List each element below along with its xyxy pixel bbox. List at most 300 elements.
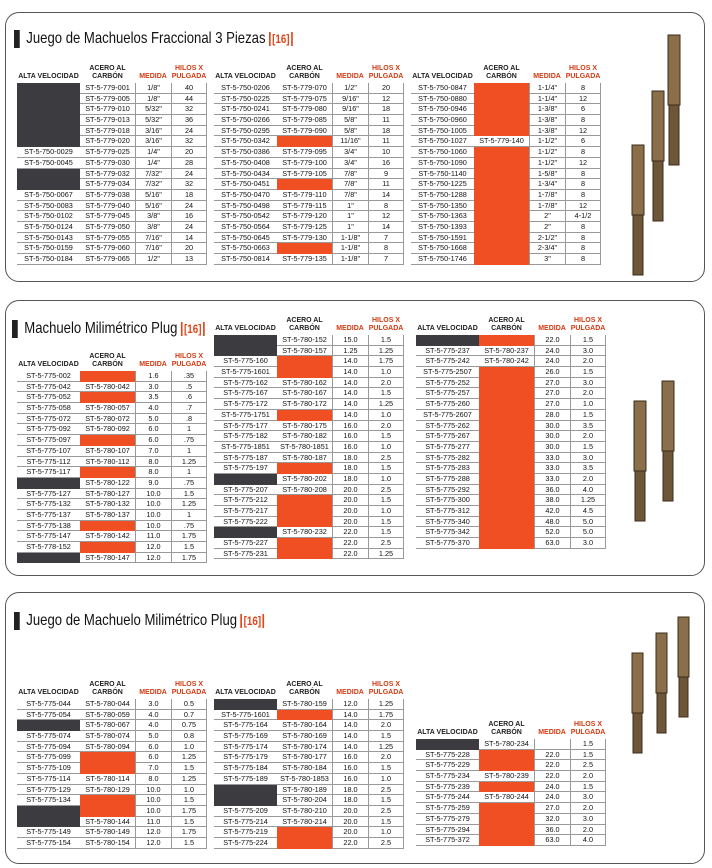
- table-cell: ST-5-750-0102: [17, 211, 80, 222]
- table-body: [214, 699, 404, 849]
- table-cell: ST-5-779-100: [277, 158, 332, 169]
- table-cell: ST-5-779-090: [277, 126, 332, 137]
- table-cell: [17, 126, 80, 137]
- table-cell: 10.0: [135, 489, 171, 500]
- table-cell: ST-5-775-267: [416, 431, 479, 442]
- table-cell: ST-5-779-010: [80, 104, 135, 115]
- table-cell: 9/16": [332, 104, 368, 115]
- table-cell: ST-5-780-074: [80, 731, 135, 742]
- alta-velocidad-col: [214, 83, 277, 265]
- header-alta: ALTA VELOCIDAD: [417, 325, 478, 332]
- table-cell: [479, 517, 534, 528]
- table-cell: ST-5-780-1853: [277, 774, 332, 785]
- table-cell: ST-5-750-0124: [17, 222, 80, 233]
- table-cell: [474, 222, 529, 233]
- table-cell: 3/16": [135, 136, 171, 147]
- table-cell: 1-3/8": [529, 126, 565, 137]
- table-cell: [474, 104, 529, 115]
- table-cell: ST-5-775-042: [17, 382, 80, 393]
- table-cell: .75: [171, 478, 207, 489]
- table-cell: ST-5-780-244: [479, 792, 534, 803]
- table-cell: ST-5-779-125: [277, 222, 332, 233]
- table-cell: 20.0: [332, 817, 368, 828]
- title-bar: [14, 612, 20, 630]
- table-cell: 10.0: [135, 510, 171, 521]
- table-cell: 7: [368, 233, 404, 244]
- table-cell: 6.0: [135, 424, 171, 435]
- table-cell: [474, 83, 529, 94]
- table-cell: 2.5: [368, 806, 404, 817]
- table-cell: 9: [368, 169, 404, 180]
- table-cell: [479, 538, 534, 549]
- table-cell: 10.0: [135, 795, 171, 806]
- table-cell: 8: [565, 222, 601, 233]
- table-cell: [479, 442, 534, 453]
- table-cell: 3.5: [570, 463, 606, 474]
- table-cell: 3.0: [570, 792, 606, 803]
- table-cell: [17, 115, 80, 126]
- table-cell: 1.0: [368, 506, 404, 517]
- hilos-col: [570, 739, 606, 846]
- table-cell: 11: [368, 115, 404, 126]
- table-cell: 5/32": [135, 115, 171, 126]
- table-cell: 1.5: [570, 367, 606, 378]
- table-cell: ST-5-750-0045: [17, 158, 80, 169]
- table-cell: ST-5-779-070: [277, 83, 332, 94]
- table-cell: ST-5-775-058: [17, 403, 80, 414]
- table-cell: 22.0: [332, 838, 368, 849]
- table-cell: 14.0: [332, 367, 368, 378]
- table-cell: 0.75: [171, 720, 207, 731]
- table-cell: 33.0: [534, 463, 570, 474]
- table-cell: 3.0: [570, 346, 606, 357]
- table-cell: ST-5-750-0847: [411, 83, 474, 94]
- table-cell: ST-5-779-025: [80, 147, 135, 158]
- table-cell: 24: [171, 169, 207, 180]
- table-cell: 3.0: [135, 382, 171, 393]
- table-cell: 15.0: [332, 335, 368, 346]
- table-cell: [474, 158, 529, 169]
- table-cell: ST-5-750-0498: [214, 201, 277, 212]
- table-cell: ST-5-775-219: [214, 827, 277, 838]
- table-cell: 0.5: [171, 699, 207, 710]
- table-cell: ST-5-780-208: [277, 485, 332, 496]
- table-cell: 10.0: [135, 521, 171, 532]
- table-cell: [479, 495, 534, 506]
- table-cell: 1": [332, 211, 368, 222]
- table-cell: [277, 410, 332, 421]
- tap-tools-image: [626, 361, 705, 531]
- table-cell: ST-5-775-002: [17, 371, 80, 382]
- table-cell: [17, 720, 80, 731]
- table-cell: 1.0: [368, 774, 404, 785]
- table-cell: 12.0: [332, 699, 368, 710]
- table-cell: ST-5-775-257: [416, 388, 479, 399]
- table-cell: 18.0: [332, 785, 368, 796]
- table-cell: 63.0: [534, 538, 570, 549]
- table-cell: ST-5-775-174: [214, 742, 277, 753]
- table-cell: ST-5-779-085: [277, 115, 332, 126]
- table-cell: [17, 553, 80, 564]
- table-cell: 18: [368, 126, 404, 137]
- table-header: [411, 53, 601, 83]
- table-cell: [17, 817, 80, 828]
- table-cell: 3/4": [332, 147, 368, 158]
- table-cell: 1.25: [332, 346, 368, 357]
- table-cell: 1.5: [368, 388, 404, 399]
- table-body: [411, 83, 601, 265]
- table-cell: ST-5-780-187: [277, 453, 332, 464]
- section-milimetrico-plug: [5, 300, 705, 576]
- page-badge: [16]: [240, 614, 264, 628]
- table-cell: [479, 431, 534, 442]
- table-cell: [479, 474, 534, 485]
- acero-carbon-col: [80, 699, 135, 849]
- table-cell: ST-5-750-0386: [214, 147, 277, 158]
- table-cell: 3/4": [332, 158, 368, 169]
- table-cell: ST-5-775-072: [17, 414, 80, 425]
- table-cell: 10.0: [135, 806, 171, 817]
- table-cell: 5/32": [135, 104, 171, 115]
- acero-carbon-col: [474, 83, 529, 265]
- table-cell: 3.0: [570, 453, 606, 464]
- table-cell: ST-5-775-262: [416, 421, 479, 432]
- table-cell: 1.25: [368, 549, 404, 560]
- header-hilos: HILOS X PULGADA: [171, 681, 207, 696]
- table-cell: ST-5-779-120: [277, 211, 332, 222]
- table-cell: [214, 346, 277, 357]
- table-cell: 14.0: [332, 710, 368, 721]
- table-group: [17, 669, 207, 849]
- table-cell: [479, 782, 534, 793]
- table-cell: ST-5-780-162: [277, 378, 332, 389]
- table-cell: ST-5-780-152: [277, 335, 332, 346]
- table-cell: 2.0: [570, 803, 606, 814]
- table-cell: 1-1/8": [332, 243, 368, 254]
- table-cell: ST-5-750-1140: [411, 169, 474, 180]
- table-cell: 1.5: [171, 817, 207, 828]
- tap-tools-image: [628, 603, 698, 763]
- table-cell: 2.5: [368, 538, 404, 549]
- table-cell: 4-1/2: [565, 211, 601, 222]
- title-bar: [12, 320, 18, 338]
- table-cell: ST-5-779-045: [80, 211, 135, 222]
- table-cell: ST-5-775-179: [214, 752, 277, 763]
- table-cell: 3.5: [570, 421, 606, 432]
- table-cell: ST-5-779-105: [277, 169, 332, 180]
- table-cell: 20.0: [332, 506, 368, 517]
- table-cell: [479, 410, 534, 421]
- table-cell: ST-5-775-129: [17, 785, 80, 796]
- table-cell: ST-5-779-005: [80, 94, 135, 105]
- header-hilos: HILOS X PULGADA: [171, 65, 207, 80]
- table-cell: 4.0: [135, 720, 171, 731]
- table-cell: ST-5-775-242: [416, 356, 479, 367]
- table-cell: [80, 467, 135, 478]
- table-cell: ST-5-775-154: [17, 838, 80, 849]
- table-cell: ST-5-780-1851: [277, 442, 332, 453]
- table-cell: ST-5-779-135: [277, 254, 332, 265]
- table-cell: ST-5-750-1225: [411, 179, 474, 190]
- table-cell: 63.0: [534, 835, 570, 846]
- header-acero: ACERO AL CARBÓN: [89, 65, 126, 80]
- table-cell: [80, 752, 135, 763]
- hilos-col: [368, 699, 404, 849]
- table-cell: 14.0: [332, 742, 368, 753]
- hilos-col: [565, 83, 601, 265]
- table-cell: 1.0: [171, 785, 207, 796]
- table-cell: 1.0: [171, 742, 207, 753]
- table-cell: 1/2": [135, 254, 171, 265]
- table-cell: ST-5-780-094: [80, 742, 135, 753]
- table-cell: 8: [565, 169, 601, 180]
- table-cell: [214, 335, 277, 346]
- page-badge: [16]: [181, 322, 205, 336]
- table-cell: ST-5-775-231: [214, 549, 277, 560]
- table-cell: ST-5-780-167: [277, 388, 332, 399]
- table-cell: [479, 378, 534, 389]
- table-cell: 6.0: [135, 742, 171, 753]
- table-cell: 4.5: [570, 506, 606, 517]
- header-hilos: HILOS X PULGADA: [368, 65, 404, 80]
- table-cell: [277, 517, 332, 528]
- table-cell: 16.0: [332, 431, 368, 442]
- table-group: [416, 709, 606, 846]
- table-cell: 24.0: [534, 782, 570, 793]
- table-cell: ST-5-779-140: [474, 136, 529, 147]
- table-cell: ST-5-775-044: [17, 699, 80, 710]
- table-cell: ST-5-780-202: [277, 474, 332, 485]
- table-cell: 4.0: [570, 835, 606, 846]
- table-cell: [474, 94, 529, 105]
- table-cell: 1-1/2": [529, 147, 565, 158]
- table-cell: 1.5: [570, 442, 606, 453]
- table-cell: 30.0: [534, 431, 570, 442]
- table-cell: 33.0: [534, 474, 570, 485]
- table-cell: 8: [565, 254, 601, 265]
- table-cell: ST-5-750-0295: [214, 126, 277, 137]
- table-cell: [474, 233, 529, 244]
- header-alta: ALTA VELOCIDAD: [18, 361, 79, 368]
- table-cell: 2.5: [368, 785, 404, 796]
- acero-carbon-col: [80, 83, 135, 265]
- table-cell: 22.0: [332, 549, 368, 560]
- table-cell: 18.0: [332, 474, 368, 485]
- table-cell: 12: [368, 94, 404, 105]
- table-cell: 14: [171, 233, 207, 244]
- table-cell: 1.5: [368, 817, 404, 828]
- table-cell: 1.75: [171, 827, 207, 838]
- table-cell: [474, 115, 529, 126]
- table-cell: ST-5-775-109: [17, 763, 80, 774]
- table-cell: 3.5: [135, 392, 171, 403]
- table-cell: [474, 147, 529, 158]
- table-cell: .5: [171, 382, 207, 393]
- table-cell: 52.0: [534, 527, 570, 538]
- table-cell: 16: [171, 211, 207, 222]
- table-cell: 1-1/2": [529, 136, 565, 147]
- table-cell: 16: [368, 158, 404, 169]
- table-cell: 18.0: [332, 453, 368, 464]
- table-cell: ST-5-780-112: [80, 457, 135, 468]
- table-cell: 20.0: [332, 827, 368, 838]
- table-cell: 7.0: [135, 763, 171, 774]
- table-cell: 1.5: [570, 750, 606, 761]
- section-title: [14, 27, 293, 51]
- table-group: [416, 305, 606, 549]
- table-cell: [474, 126, 529, 137]
- header-alta: ALTA VELOCIDAD: [18, 689, 79, 696]
- medida-col: [135, 371, 171, 563]
- table-cell: ST-5-750-0564: [214, 222, 277, 233]
- medida-col: [529, 83, 565, 265]
- table-cell: ST-5-750-0645: [214, 233, 277, 244]
- table-cell: ST-5-775-127: [17, 489, 80, 500]
- table-cell: ST-5-750-0408: [214, 158, 277, 169]
- table-cell: .75: [171, 435, 207, 446]
- table-body: [214, 83, 404, 265]
- table-cell: 1/8": [135, 83, 171, 94]
- table-body: [214, 335, 404, 559]
- table-cell: 1.5: [368, 731, 404, 742]
- table-header: [416, 709, 606, 739]
- table-cell: ST-5-750-0083: [17, 201, 80, 212]
- medida-col: [135, 699, 171, 849]
- table-group: [214, 53, 404, 265]
- table-cell: 16.0: [332, 774, 368, 785]
- table-cell: 1.5: [570, 335, 606, 346]
- table-cell: 2.0: [570, 431, 606, 442]
- table-cell: 1-5/8": [529, 169, 565, 180]
- table-cell: ST-5-750-0184: [17, 254, 80, 265]
- table-cell: ST-5-775-138: [17, 521, 80, 532]
- table-cell: [474, 254, 529, 265]
- header-alta: ALTA VELOCIDAD: [215, 325, 276, 332]
- table-cell: 1.75: [171, 806, 207, 817]
- table-cell: 1.0: [368, 442, 404, 453]
- table-cell: 20: [171, 243, 207, 254]
- table-cell: [479, 335, 534, 346]
- table-cell: [416, 335, 479, 346]
- table-cell: 3.0: [570, 538, 606, 549]
- hilos-col: [570, 335, 606, 549]
- table-cell: ST-5-780-092: [80, 424, 135, 435]
- table-cell: ST-5-775-234: [416, 771, 479, 782]
- table-cell: 2.0: [368, 720, 404, 731]
- alta-velocidad-col: [17, 699, 80, 849]
- table-cell: [17, 806, 80, 817]
- table-cell: ST-5-780-184: [277, 763, 332, 774]
- table-cell: ST-5-750-0434: [214, 169, 277, 180]
- table-cell: ST-5-775-227: [214, 538, 277, 549]
- table-cell: [479, 506, 534, 517]
- table-cell: 1.25: [368, 742, 404, 753]
- table-cell: ST-5-780-189: [277, 785, 332, 796]
- table-cell: ST-5-775-292: [416, 485, 479, 496]
- table-cell: 3.0: [570, 378, 606, 389]
- table-cell: ST-5-775-149: [17, 827, 80, 838]
- table-cell: 5.0: [570, 517, 606, 528]
- table-cell: 1.5: [570, 410, 606, 421]
- table-cell: ST-5-775-259: [416, 803, 479, 814]
- table-cell: ST-5-750-1363: [411, 211, 474, 222]
- table-cell: 14.0: [332, 410, 368, 421]
- table-cell: ST-5-780-114: [80, 774, 135, 785]
- table-cell: 4.0: [570, 485, 606, 496]
- table-cell: ST-5-775-182: [214, 431, 277, 442]
- table-cell: 6.0: [135, 435, 171, 446]
- table-cell: [214, 785, 277, 796]
- table-cell: ST-5-780-142: [80, 531, 135, 542]
- table-cell: 1.5: [368, 431, 404, 442]
- table-cell: ST-5-775-370: [416, 538, 479, 549]
- table-cell: [277, 549, 332, 560]
- table-cell: [277, 179, 332, 190]
- table-cell: ST-5-775-052: [17, 392, 80, 403]
- table-cell: ST-5-750-0946: [411, 104, 474, 115]
- table-cell: ST-5-775-288: [416, 474, 479, 485]
- table-cell: ST-5-780-242: [479, 356, 534, 367]
- header-alta: ALTA VELOCIDAD: [412, 73, 473, 80]
- header-medida: MEDIDA: [336, 73, 364, 80]
- table-cell: 1.25: [570, 495, 606, 506]
- table-cell: ST-5-775-279: [416, 814, 479, 825]
- table-cell: ST-5-775-224: [214, 838, 277, 849]
- table-cell: ST-5-750-0067: [17, 190, 80, 201]
- page-badge: [16]: [269, 32, 293, 46]
- table-cell: ST-5-779-060: [80, 243, 135, 254]
- table-cell: ST-5-780-237: [479, 346, 534, 357]
- table-cell: ST-5-775-300: [416, 495, 479, 506]
- table-cell: ST-5-780-234: [479, 739, 534, 750]
- table-cell: 1-3/4": [529, 179, 565, 190]
- table-cell: 11/16": [332, 136, 368, 147]
- table-cell: 8: [565, 179, 601, 190]
- table-group: [214, 669, 404, 849]
- header-acero: ACERO AL CARBÓN: [286, 681, 323, 696]
- table-cell: ST-5-780-132: [80, 499, 135, 510]
- table-cell: 2.0: [570, 388, 606, 399]
- table-cell: 11: [368, 179, 404, 190]
- table-cell: 1/2": [332, 83, 368, 94]
- table-cell: 32.0: [534, 814, 570, 825]
- title-bar: [14, 30, 20, 48]
- table-cell: [534, 739, 570, 750]
- table-cell: 5/16": [135, 201, 171, 212]
- table-cell: [474, 179, 529, 190]
- table-cell: ST-5-780-169: [277, 731, 332, 742]
- table-cell: ST-5-775-228: [416, 750, 479, 761]
- table-cell: ST-5-780-157: [277, 346, 332, 357]
- table-header: [214, 305, 404, 335]
- table-cell: ST-5-775-1601: [214, 367, 277, 378]
- table-cell: [80, 763, 135, 774]
- table-cell: ST-5-750-0342: [214, 136, 277, 147]
- table-cell: 18: [171, 190, 207, 201]
- table-cell: ST-5-750-0266: [214, 115, 277, 126]
- table-cell: 12: [565, 126, 601, 137]
- table-cell: ST-5-750-1288: [411, 190, 474, 201]
- table-cell: [474, 169, 529, 180]
- table-cell: 32: [171, 136, 207, 147]
- table-cell: .35: [171, 371, 207, 382]
- alta-velocidad-col: [416, 335, 479, 549]
- table-cell: 30.0: [534, 442, 570, 453]
- table-cell: 1.5: [171, 795, 207, 806]
- table-cell: ST-5-779-030: [80, 158, 135, 169]
- table-cell: ST-5-780-164: [277, 720, 332, 731]
- table-cell: ST-5-779-034: [80, 179, 135, 190]
